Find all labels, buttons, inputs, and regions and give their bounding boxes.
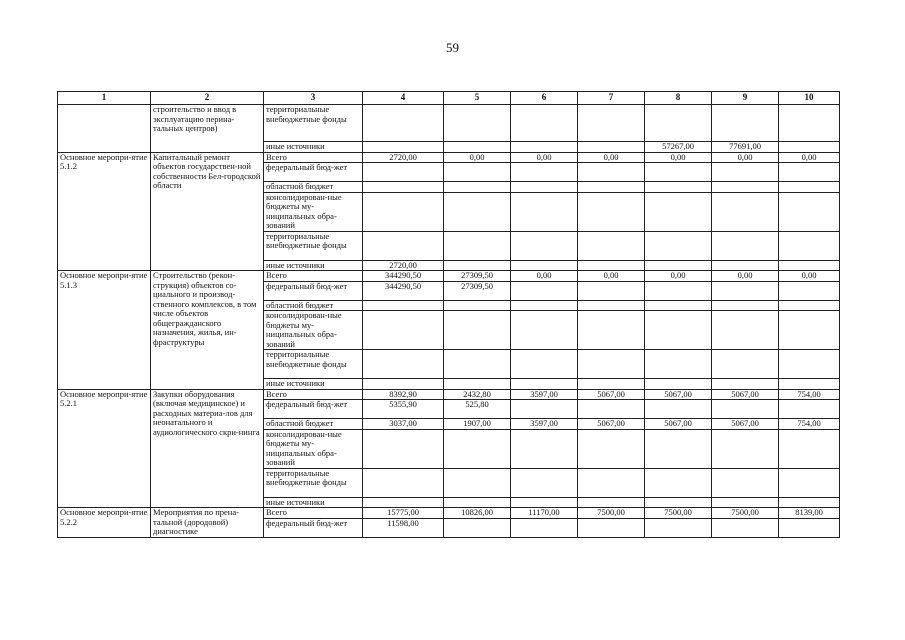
value-cell: 3597,00	[511, 389, 578, 400]
value-cell	[712, 231, 779, 260]
value-cell	[712, 163, 779, 182]
col-header: 3	[264, 92, 363, 105]
value-cell: 0,00	[645, 152, 712, 163]
value-cell	[444, 311, 511, 350]
col-header: 1	[58, 92, 151, 105]
value-cell	[511, 518, 578, 537]
value-cell	[578, 468, 645, 497]
value-cell: 2720,00	[363, 260, 444, 271]
value-cell	[578, 518, 645, 537]
value-cell: 8139,00	[779, 508, 840, 519]
value-cell	[511, 311, 578, 350]
event-cell: Основное меропри-ятие 5.2.1	[58, 389, 151, 508]
value-cell: 754,00	[779, 389, 840, 400]
value-cell	[511, 105, 578, 142]
source-cell: иные источники	[264, 260, 363, 271]
source-cell: иные источники	[264, 497, 363, 508]
value-cell	[712, 260, 779, 271]
value-cell	[578, 379, 645, 390]
value-cell	[444, 497, 511, 508]
col-header: 8	[645, 92, 712, 105]
value-cell: 7500,00	[712, 508, 779, 519]
value-cell: 0,00	[645, 271, 712, 282]
value-cell	[712, 105, 779, 142]
value-cell	[444, 192, 511, 231]
table-row	[58, 271, 840, 282]
value-cell	[363, 300, 444, 311]
value-cell	[645, 468, 712, 497]
value-cell	[511, 400, 578, 419]
source-cell: областной бюджет	[264, 300, 363, 311]
event-cell	[58, 105, 151, 153]
source-cell: иные источники	[264, 142, 363, 153]
value-cell	[645, 497, 712, 508]
value-cell	[645, 400, 712, 419]
value-cell	[444, 468, 511, 497]
value-cell	[511, 260, 578, 271]
source-cell: Всего	[264, 508, 363, 519]
description-cell: Капитальный ремонт объектов государствен-ной собственности Бел-городской области	[151, 152, 264, 271]
value-cell	[712, 518, 779, 537]
value-cell: 3597,00	[511, 419, 578, 430]
value-cell	[779, 497, 840, 508]
value-cell: 5355,90	[363, 400, 444, 419]
source-cell: областной бюджет	[264, 182, 363, 193]
value-cell: 0,00	[511, 271, 578, 282]
source-cell: федеральный бюд-жет	[264, 281, 363, 300]
value-cell	[779, 163, 840, 182]
event-cell: Основное меропри-ятие 5.2.2	[58, 508, 151, 538]
value-cell	[645, 379, 712, 390]
value-cell	[363, 350, 444, 379]
value-cell: 0,00	[578, 152, 645, 163]
value-cell: 77691,00	[712, 142, 779, 153]
value-cell: 15775,00	[363, 508, 444, 519]
value-cell	[363, 142, 444, 153]
value-cell	[578, 429, 645, 468]
value-cell	[363, 163, 444, 182]
value-cell	[363, 468, 444, 497]
table-row	[58, 508, 840, 519]
value-cell: 2432,80	[444, 389, 511, 400]
value-cell	[779, 300, 840, 311]
table-row	[58, 389, 840, 400]
value-cell: 27309,50	[444, 281, 511, 300]
value-cell: 5067,00	[578, 389, 645, 400]
value-cell: 0,00	[712, 152, 779, 163]
value-cell: 0,00	[511, 152, 578, 163]
value-cell	[645, 192, 712, 231]
value-cell	[363, 311, 444, 350]
value-cell: 3037,00	[363, 419, 444, 430]
value-cell: 10826,00	[444, 508, 511, 519]
value-cell	[645, 105, 712, 142]
value-cell: 0,00	[712, 271, 779, 282]
value-cell	[779, 429, 840, 468]
table-row	[58, 152, 840, 163]
value-cell	[645, 518, 712, 537]
value-cell	[779, 311, 840, 350]
value-cell: 2720,00	[363, 152, 444, 163]
value-cell	[712, 311, 779, 350]
value-cell	[712, 192, 779, 231]
value-cell: 0,00	[779, 271, 840, 282]
source-cell: Всего	[264, 152, 363, 163]
value-cell	[511, 379, 578, 390]
value-cell: 5067,00	[712, 389, 779, 400]
value-cell	[779, 281, 840, 300]
value-cell	[444, 182, 511, 193]
value-cell	[363, 192, 444, 231]
source-cell: консолидирован-ные бюджеты му-ниципальных обра-зований	[264, 429, 363, 468]
value-cell	[511, 231, 578, 260]
value-cell	[363, 182, 444, 193]
value-cell	[444, 105, 511, 142]
page-number: 59	[446, 40, 459, 55]
value-cell	[779, 182, 840, 193]
source-cell: консолидирован-ные бюджеты му-ниципальных обра-зований	[264, 192, 363, 231]
value-cell: 525,80	[444, 400, 511, 419]
value-cell	[578, 281, 645, 300]
value-cell	[511, 468, 578, 497]
description-cell: Закупки оборудования (включая медицинское) и расходных материа-лов для неонатального и аудиологического скри-нинга	[151, 389, 264, 508]
value-cell	[712, 400, 779, 419]
value-cell	[645, 231, 712, 260]
value-cell	[645, 182, 712, 193]
col-header: 9	[712, 92, 779, 105]
value-cell	[712, 429, 779, 468]
source-cell: территориальные внебюджетные фонды	[264, 231, 363, 260]
value-cell	[578, 192, 645, 231]
value-cell	[645, 281, 712, 300]
col-header: 5	[444, 92, 511, 105]
value-cell	[712, 468, 779, 497]
value-cell	[779, 400, 840, 419]
value-cell	[511, 350, 578, 379]
value-cell: 0,00	[444, 152, 511, 163]
value-cell: 754,00	[779, 419, 840, 430]
value-cell	[363, 231, 444, 260]
source-cell: территориальные внебюджетные фонды	[264, 105, 363, 142]
value-cell	[444, 300, 511, 311]
value-cell	[578, 260, 645, 271]
value-cell	[578, 182, 645, 193]
value-cell: 5067,00	[645, 389, 712, 400]
value-cell	[578, 497, 645, 508]
value-cell	[363, 497, 444, 508]
source-cell: федеральный бюд-жет	[264, 400, 363, 419]
source-cell: иные источники	[264, 379, 363, 390]
source-cell: территориальные внебюджетные фонды	[264, 468, 363, 497]
value-cell: 0,00	[779, 152, 840, 163]
value-cell	[511, 182, 578, 193]
value-cell	[444, 429, 511, 468]
value-cell: 1907,00	[444, 419, 511, 430]
value-cell	[578, 311, 645, 350]
source-cell: Всего	[264, 271, 363, 282]
col-header: 7	[578, 92, 645, 105]
value-cell: 11598,00	[363, 518, 444, 537]
value-cell	[712, 379, 779, 390]
value-cell	[712, 300, 779, 311]
value-cell	[779, 260, 840, 271]
description-cell: Мероприятия по прена-тальной (дородовой) диагностике	[151, 508, 264, 538]
event-cell: Основное меропри-ятие 5.1.3	[58, 271, 151, 390]
value-cell	[578, 142, 645, 153]
value-cell	[779, 231, 840, 260]
value-cell	[645, 429, 712, 468]
value-cell	[363, 379, 444, 390]
value-cell: 5067,00	[712, 419, 779, 430]
header-row	[58, 92, 840, 105]
value-cell	[511, 300, 578, 311]
value-cell: 11170,00	[511, 508, 578, 519]
value-cell	[578, 231, 645, 260]
value-cell	[645, 300, 712, 311]
source-cell: Всего	[264, 389, 363, 400]
description-cell: Строительство (рекон-струкция) объектов со-циального и производ-ственного комплексов, в том числе объектов общегражданского назначения, жилья, ин-фраструктуры	[151, 271, 264, 390]
value-cell	[578, 163, 645, 182]
value-cell	[779, 105, 840, 142]
value-cell	[444, 231, 511, 260]
value-cell	[511, 497, 578, 508]
value-cell	[645, 163, 712, 182]
value-cell	[511, 429, 578, 468]
value-cell: 8392,90	[363, 389, 444, 400]
source-cell: федеральный бюд-жет	[264, 518, 363, 537]
col-header: 4	[363, 92, 444, 105]
source-cell: территориальные внебюджетные фонды	[264, 350, 363, 379]
value-cell	[712, 281, 779, 300]
value-cell	[712, 350, 779, 379]
description-cell: строительство и ввод в эксплуатацию перина-тальных центров)	[151, 105, 264, 153]
value-cell	[779, 142, 840, 153]
value-cell: 344290,50	[363, 271, 444, 282]
value-cell	[444, 163, 511, 182]
value-cell	[712, 497, 779, 508]
value-cell: 0,00	[578, 271, 645, 282]
value-cell	[779, 350, 840, 379]
value-cell	[444, 518, 511, 537]
value-cell	[444, 142, 511, 153]
value-cell	[779, 518, 840, 537]
event-cell: Основное меропри-ятие 5.1.2	[58, 152, 151, 271]
value-cell	[444, 260, 511, 271]
value-cell	[578, 350, 645, 379]
col-header: 2	[151, 92, 264, 105]
value-cell: 5067,00	[645, 419, 712, 430]
value-cell	[363, 105, 444, 142]
value-cell	[779, 192, 840, 231]
value-cell: 344290,50	[363, 281, 444, 300]
value-cell	[511, 281, 578, 300]
value-cell	[511, 142, 578, 153]
source-cell: федеральный бюд-жет	[264, 163, 363, 182]
value-cell	[444, 350, 511, 379]
col-header: 10	[779, 92, 840, 105]
value-cell	[779, 468, 840, 497]
value-cell: 27309,50	[444, 271, 511, 282]
value-cell	[712, 182, 779, 193]
value-cell: 57267,00	[645, 142, 712, 153]
value-cell	[511, 192, 578, 231]
value-cell: 5067,00	[578, 419, 645, 430]
value-cell	[363, 429, 444, 468]
value-cell	[779, 379, 840, 390]
value-cell	[645, 260, 712, 271]
value-cell	[578, 300, 645, 311]
value-cell	[444, 379, 511, 390]
value-cell: 7500,00	[578, 508, 645, 519]
col-header: 6	[511, 92, 578, 105]
value-cell	[578, 105, 645, 142]
value-cell	[645, 350, 712, 379]
source-cell: консолидирован-ные бюджеты му-ниципальных обра-зований	[264, 311, 363, 350]
value-cell	[511, 163, 578, 182]
value-cell: 7500,00	[645, 508, 712, 519]
value-cell	[578, 400, 645, 419]
value-cell	[645, 311, 712, 350]
budget-table	[57, 91, 840, 538]
source-cell: областной бюджет	[264, 419, 363, 430]
table-row	[58, 105, 840, 142]
